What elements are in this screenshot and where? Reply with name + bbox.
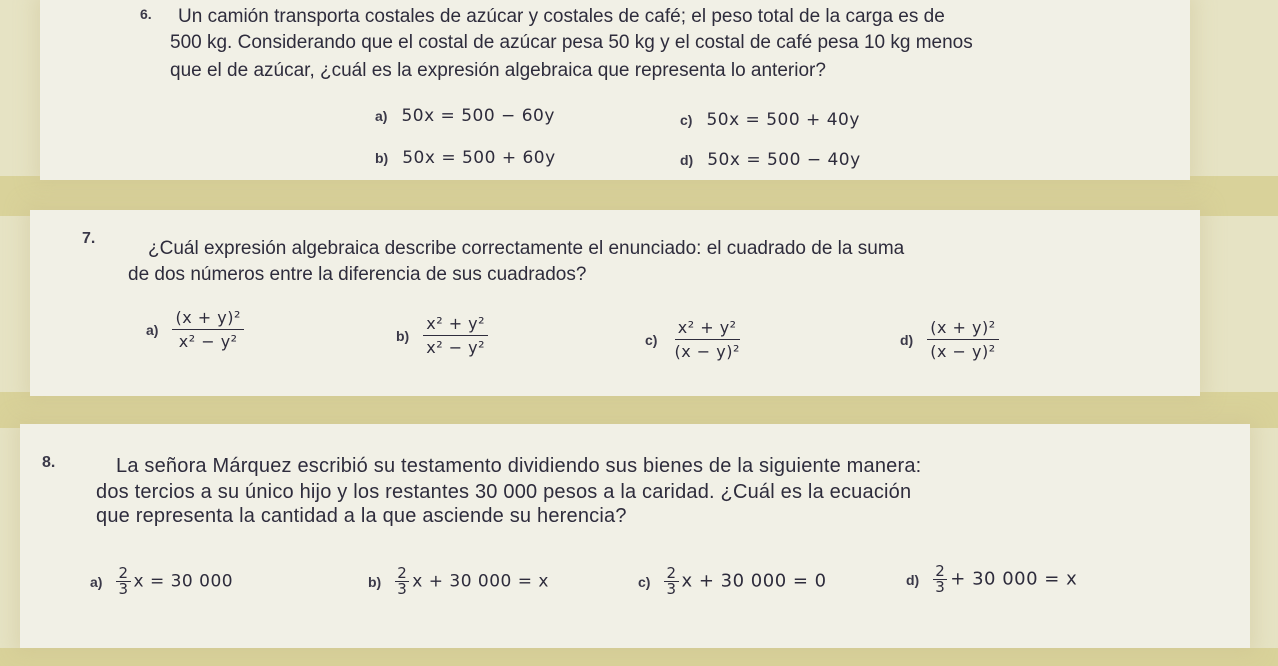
- fraction-denominator: 3: [118, 580, 129, 598]
- question-8-line-2: dos tercios a su único hijo y los restantes 30 000 pesos a la caridad. ¿Cuál es la ecuación: [96, 481, 912, 503]
- fraction-denominator: 3: [666, 580, 677, 598]
- option-letter: b): [368, 573, 382, 590]
- question-7-line-2: de dos números entre la diferencia de sus cuadrados?: [128, 264, 587, 285]
- option-fraction: [927, 318, 998, 361]
- question-8-option-b[interactable]: [368, 566, 549, 597]
- fraction-two-thirds: [395, 566, 409, 597]
- option-expression: 50x = 500 + 40y: [706, 110, 860, 130]
- option-letter: d): [906, 571, 920, 588]
- question-8-option-d[interactable]: [906, 564, 1077, 595]
- question-8-option-a[interactable]: [90, 566, 233, 597]
- separator-band-bottom: [0, 648, 1278, 666]
- fraction-numerator: 2: [397, 564, 408, 582]
- question-7-card: [30, 210, 1200, 396]
- question-7-option-c[interactable]: [645, 318, 743, 361]
- option-expression: [395, 566, 549, 597]
- question-8-line-3: que representa la cantidad a la que asciende su herencia?: [96, 505, 627, 527]
- option-letter: a): [90, 573, 103, 590]
- question-7-line-1: ¿Cuál expresión algebraica describe correctamente el enunciado: el cuadrado de la suma: [148, 238, 905, 259]
- fraction-denominator: x² − y²: [426, 338, 486, 357]
- expression-rest: + 30 000 = x: [950, 568, 1078, 590]
- fraction-denominator: 3: [397, 580, 408, 598]
- question-8-number: 8.: [42, 454, 56, 471]
- fraction-numerator: 2: [935, 562, 946, 580]
- fraction-two-thirds: [116, 566, 130, 597]
- expression-rest: x + 30 000 = 0: [681, 570, 827, 592]
- option-letter: a): [375, 108, 388, 124]
- question-6-option-b[interactable]: [375, 148, 556, 168]
- option-expression: [664, 566, 826, 597]
- question-7-option-a[interactable]: [146, 308, 244, 351]
- option-fraction: [671, 318, 742, 361]
- option-letter: b): [375, 150, 389, 166]
- option-expression: [933, 564, 1077, 595]
- fraction-numerator: 2: [666, 564, 677, 582]
- fraction-numerator: 2: [118, 564, 129, 582]
- option-letter: c): [645, 331, 658, 348]
- question-6-option-d[interactable]: [680, 150, 861, 170]
- question-7-number: 7.: [82, 230, 96, 247]
- fraction-numerator: (x + y)²: [927, 318, 998, 340]
- separator-band-middle: [0, 392, 1278, 428]
- expression-rest: x + 30 000 = x: [412, 571, 549, 592]
- fraction-denominator: x² − y²: [178, 332, 238, 351]
- fraction-two-thirds: [933, 564, 947, 595]
- question-6-line-1: Un camión transporta costales de azúcar y costales de café; el peso total de la carga es de: [178, 6, 945, 27]
- option-fraction: [423, 314, 488, 357]
- fraction-numerator: x² + y²: [423, 314, 488, 336]
- question-6-card: [40, 0, 1190, 180]
- question-7-option-b[interactable]: [396, 314, 488, 357]
- question-6-line-3: que el de azúcar, ¿cuál es la expresión algebraica que representa lo anterior?: [170, 60, 826, 81]
- option-expression: 50x = 500 − 60y: [401, 106, 555, 126]
- fraction-numerator: x² + y²: [675, 318, 740, 340]
- fraction-two-thirds: [664, 566, 678, 597]
- option-letter: d): [900, 331, 914, 348]
- fraction-denominator: 3: [935, 578, 946, 596]
- option-fraction: [172, 308, 243, 351]
- fraction-denominator: (x − y)²: [930, 342, 996, 361]
- option-letter: a): [146, 321, 159, 338]
- option-letter: b): [396, 327, 410, 344]
- option-letter: d): [680, 152, 694, 168]
- fraction-numerator: (x + y)²: [172, 308, 243, 330]
- question-6-number: 6.: [140, 6, 152, 22]
- question-7-option-d[interactable]: [900, 318, 999, 361]
- question-8-card: [20, 424, 1250, 648]
- option-expression: [116, 566, 233, 597]
- question-6-option-a[interactable]: [375, 106, 555, 126]
- question-8-option-c[interactable]: [638, 566, 827, 597]
- option-expression: 50x = 500 − 40y: [707, 150, 861, 170]
- question-6-line-2: 500 kg. Considerando que el costal de azúcar pesa 50 kg y el costal de café pesa 10 kg menos: [170, 32, 973, 53]
- question-8-line-1: La señora Márquez escribió su testamento dividiendo sus bienes de la siguiente manera:: [116, 455, 922, 477]
- option-letter: c): [638, 573, 651, 590]
- expression-rest: x = 30 000: [133, 571, 234, 592]
- fraction-denominator: (x − y)²: [674, 342, 740, 361]
- question-6-option-c[interactable]: [680, 110, 860, 130]
- option-letter: c): [680, 112, 693, 128]
- option-expression: 50x = 500 + 60y: [402, 148, 556, 168]
